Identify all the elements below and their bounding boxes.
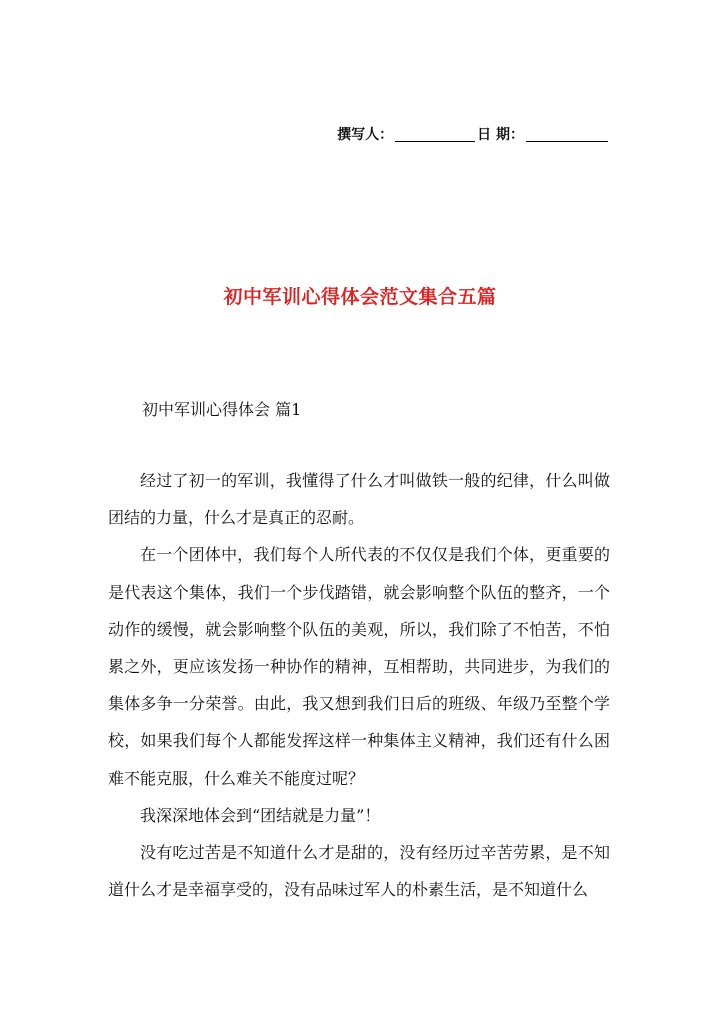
author-label: 撰写人： [337,127,394,143]
date-blank [526,127,608,142]
body-text [108,462,610,908]
paragraph: 我深深地体会到“团结就是力量”！ [140,805,381,825]
author-blank [395,127,475,142]
date-label: 日 期： [477,127,524,143]
author-date-line [337,124,610,144]
paragraph: 没有吃过苦是不知道什么才是甜的，没有经历过辛苦劳累，是不知道什么才是幸福享受的，没有品味过军人的朴素生活，是不知道什么 [108,843,610,900]
section-heading: 初中军训心得体会 篇1 [142,400,302,419]
paragraph: 在一个团体中，我们每个人所代表的不仅仅是我们个体，更重要的是代表这个集体，我们一个步伐踏错，就会影响整个队伍的整齐，一个动作的缓慢，就会影响整个队伍的美观，所以，我们除了不怕苦，不怕累之外，更应该发扬一种协作的精神，互相帮助，共同进步，为我们的集体多争一分荣誉。由此，我又想到我们日后的班级、年级乃至整个学校，如果我们每个人都能发挥这样一种集体主义精神，我们还有什么困难不能克服，什么难关不能度过呢？ [108,545,610,788]
document-title: 初中军训心得体会范文集合五篇 [223,286,497,308]
paragraph: 经过了初一的军训，我懂得了什么才叫做铁一般的纪律，什么叫做团结的力量，什么才是真正的忍耐。 [108,471,610,528]
